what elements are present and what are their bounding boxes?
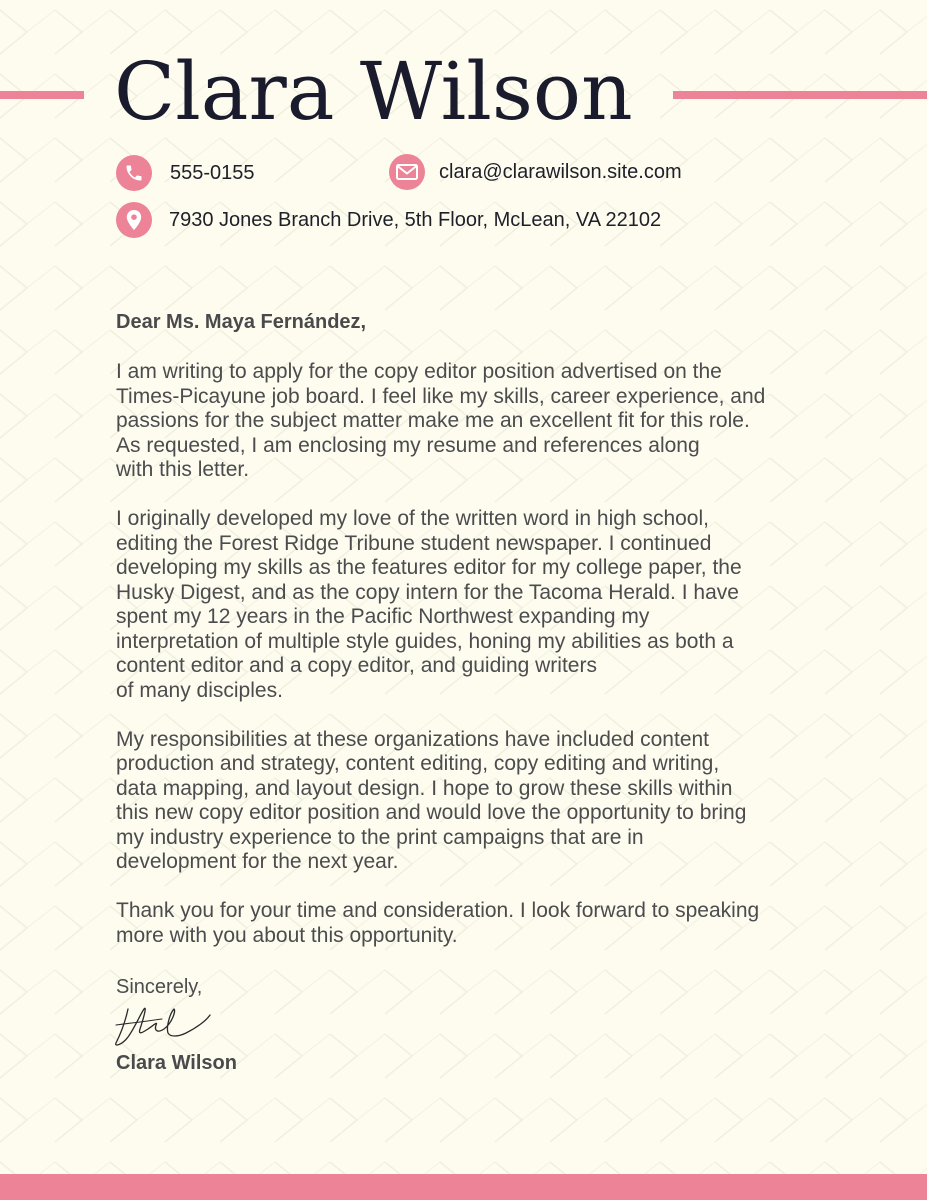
- email-address: clara@clarawilson.site.com: [439, 161, 682, 183]
- paragraph-line: interpretation of multiple style guides, honing my abilities as both a: [116, 629, 734, 653]
- paragraph-line: with this letter.: [116, 458, 250, 481]
- paragraph-line: spent my 12 years in the Pacific Northwest expanding my: [116, 605, 650, 628]
- header-accent-line-left: [0, 91, 84, 99]
- paragraph-line: I originally developed my love of the written word in high school,: [116, 507, 709, 530]
- location-pin-icon: [116, 202, 152, 238]
- street-address: 7930 Jones Branch Drive, 5th Floor, McLean, VA 22102: [169, 209, 662, 231]
- phone-icon: [116, 155, 152, 191]
- paragraph-line: data mapping, and layout design. I hope to grow these skills within: [116, 776, 733, 800]
- salutation: Dear Ms. Maya Fernández,: [116, 311, 367, 333]
- contact-email: [389, 154, 682, 190]
- paragraph-line: my industry experience to the print campaigns that are in: [116, 825, 644, 849]
- paragraph-1: [116, 360, 836, 483]
- paragraph-line: Thank you for your time and consideration. I look forward to speaking: [116, 899, 760, 922]
- paragraph-line: I am writing to apply for the copy editor position advertised on the: [116, 360, 722, 383]
- applicant-name: Clara Wilson: [114, 45, 633, 138]
- paragraph-line: this new copy editor position and would love the opportunity to bring: [116, 801, 747, 824]
- paragraph-2: [116, 507, 836, 703]
- paragraph-line: production and strategy, content editing, copy editing and writing,: [116, 752, 720, 775]
- paragraph-line: My responsibilities at these organizations have included content: [116, 727, 710, 751]
- paragraph-line: passions for the subject matter make me an excellent fit for this role.: [116, 409, 750, 432]
- envelope-icon: [389, 154, 425, 190]
- paragraph-line: developing my skills as the features editor for my college paper, the: [116, 556, 742, 579]
- phone-number: 555-0155: [170, 162, 255, 184]
- paragraph-line: editing the Forest Ridge Tribune student newspaper. I continued: [116, 531, 712, 555]
- paragraph-4: [116, 899, 836, 948]
- signer-name: Clara Wilson: [116, 1051, 237, 1074]
- paragraph-line: Husky Digest, and as the copy intern for the Tacoma Herald. I have: [116, 580, 739, 604]
- paragraph-line: of many disciples.: [116, 678, 283, 702]
- contact-phone: [116, 155, 255, 191]
- paragraph-line: Times-Picayune job board. I feel like my skills, career experience, and: [116, 384, 766, 408]
- letter-body: [116, 308, 836, 1077]
- signature: [114, 1003, 214, 1049]
- paragraph-3: [116, 728, 836, 875]
- closing: Sincerely,: [116, 975, 203, 998]
- contact-address: [116, 202, 661, 238]
- header-accent-line-right: [673, 91, 927, 99]
- paragraph-line: more with you about this opportunity.: [116, 923, 458, 947]
- paragraph-line: development for the next year.: [116, 850, 399, 873]
- paragraph-line: content editor and a copy editor, and guiding writers: [116, 654, 597, 677]
- paragraph-line: As requested, I am enclosing my resume and references along: [116, 433, 700, 457]
- footer-accent-bar: [0, 1174, 927, 1200]
